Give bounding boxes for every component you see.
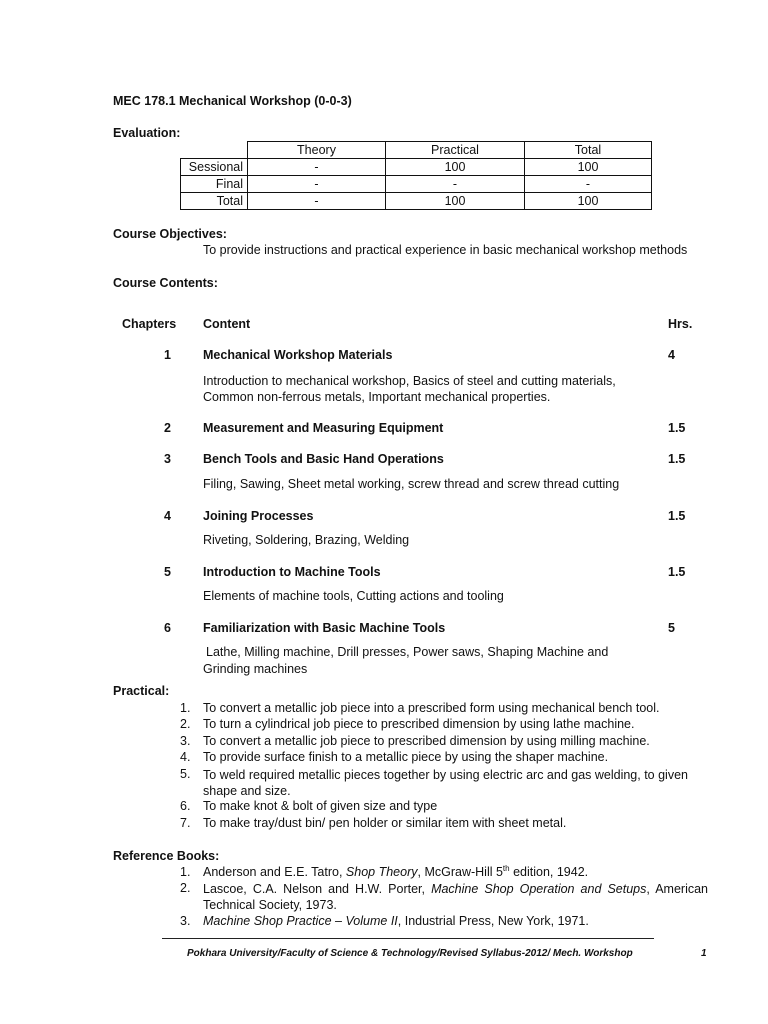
list-item-number: 6. [180,799,191,813]
table-cell: 100 [525,193,652,210]
course-title: MEC 178.1 Mechanical Workshop (0-0-3) [113,94,352,108]
list-item-number: 1. [180,865,191,879]
chapter-number: 1 [164,348,171,362]
page-number: 1 [701,948,707,959]
footer-text: Pokhara University/Faculty of Science & Technology/Revised Syllabus-2012/ Mech. Workshop [187,948,633,959]
objectives-heading: Course Objectives: [113,227,227,241]
chapter-title: Introduction to Machine Tools [203,565,381,579]
list-item: To make knot & bolt of given size and type [203,799,438,813]
book-title: Machine Shop Operation and Setups [431,882,647,896]
chapter-hours: 1.5 [668,421,686,435]
row-label: Sessional [181,159,248,176]
chapter-hours: 4 [668,348,675,362]
list-item: To make tray/dust bin/ pen holder or similar item with sheet metal. [203,816,567,830]
table-cell: - [248,176,386,193]
column-header-content: Content [203,317,251,331]
chapter-number: 5 [164,565,171,579]
table-cell: - [248,159,386,176]
evaluation-heading: Evaluation: [113,126,181,140]
chapter-description: Filing, Sawing, Sheet metal working, screw thread and screw thread cutting [203,477,620,491]
list-item-number: 2. [180,717,191,731]
list-item: To convert a metallic job piece into a prescribed form using mechanical bench tool. [203,701,660,715]
row-label: Total [181,193,248,210]
table-cell: - [248,193,386,210]
column-header-theory: Theory [248,142,386,159]
table-row [181,176,652,193]
list-item-number: 3. [180,914,191,928]
chapter-title: Joining Processes [203,509,314,523]
list-item: To convert a metallic job piece to prescribed dimension by using milling machine. [203,734,650,748]
contents-heading: Course Contents: [113,276,218,290]
column-header-chapters: Chapters [122,317,177,331]
chapter-description: Riveting, Soldering, Brazing, Welding [203,533,410,547]
table-cell: 100 [525,159,652,176]
table-cell: 100 [386,193,525,210]
list-item-number: 5. [180,767,191,781]
chapter-hours: 1.5 [668,509,686,523]
practical-heading: Practical: [113,684,170,698]
column-header-total: Total [525,142,652,159]
list-item-number: 2. [180,881,191,895]
column-header-practical: Practical [386,142,525,159]
chapter-title: Mechanical Workshop Materials [203,348,393,362]
chapter-hours: 1.5 [668,565,686,579]
list-item-number: 4. [180,750,191,764]
chapter-hours: 1.5 [668,452,686,466]
evaluation-table [180,141,652,210]
chapter-title: Bench Tools and Basic Hand Operations [203,452,444,466]
list-item-number: 3. [180,734,191,748]
column-header-hrs: Hrs. [668,317,693,331]
list-item-number: 7. [180,816,191,830]
table-header-row [181,142,652,159]
chapter-description: Elements of machine tools, Cutting actions and tooling [203,589,504,603]
chapter-title: Measurement and Measuring Equipment [203,421,444,435]
chapter-number: 6 [164,621,171,635]
list-item-number: 1. [180,701,191,715]
footer-divider [162,938,654,939]
chapter-number: 3 [164,452,171,466]
table-cell: - [525,176,652,193]
list-item: Machine Shop Practice – Volume II, Industrial Press, New York, 1971. [203,914,589,928]
row-label: Final [181,176,248,193]
book-title: Shop Theory [345,865,418,879]
list-item: To provide surface finish to a metallic piece by using the shaper machine. [203,750,609,764]
chapter-hours: 5 [668,621,675,635]
list-item: Lascoe, C.A. Nelson and H.W. Porter, Machine Shop Operation and Setups, American Technical Society, 1973. [203,882,709,912]
chapter-description: Lathe, Milling machine, Drill presses, Power saws, Shaping Machine and Grinding machines [203,645,609,676]
table-cell: - [386,176,525,193]
objectives-text: To provide instructions and practical experience in basic mechanical workshop methods [203,243,688,257]
table-row [181,193,652,210]
list-item: Anderson and E.E. Tatro, Shop Theory, McGraw-Hill 5th edition, 1942. [203,863,589,879]
chapter-number: 2 [164,421,171,435]
chapter-number: 4 [164,509,171,523]
table-row [181,159,652,176]
chapter-title: Familiarization with Basic Machine Tools [203,621,446,635]
list-item: To turn a cylindrical job piece to prescribed dimension by using lathe machine. [203,717,635,731]
book-title: Machine Shop Practice – Volume II [203,914,398,928]
references-heading: Reference Books: [113,849,220,863]
chapter-description: Introduction to mechanical workshop, Basics of steel and cutting materials, Common non-ferrous metals, Important mechanical properties. [203,374,616,404]
list-item: To weld required metallic pieces together by using electric arc and gas welding, to given shape and size. [203,768,688,798]
table-cell: 100 [386,159,525,176]
